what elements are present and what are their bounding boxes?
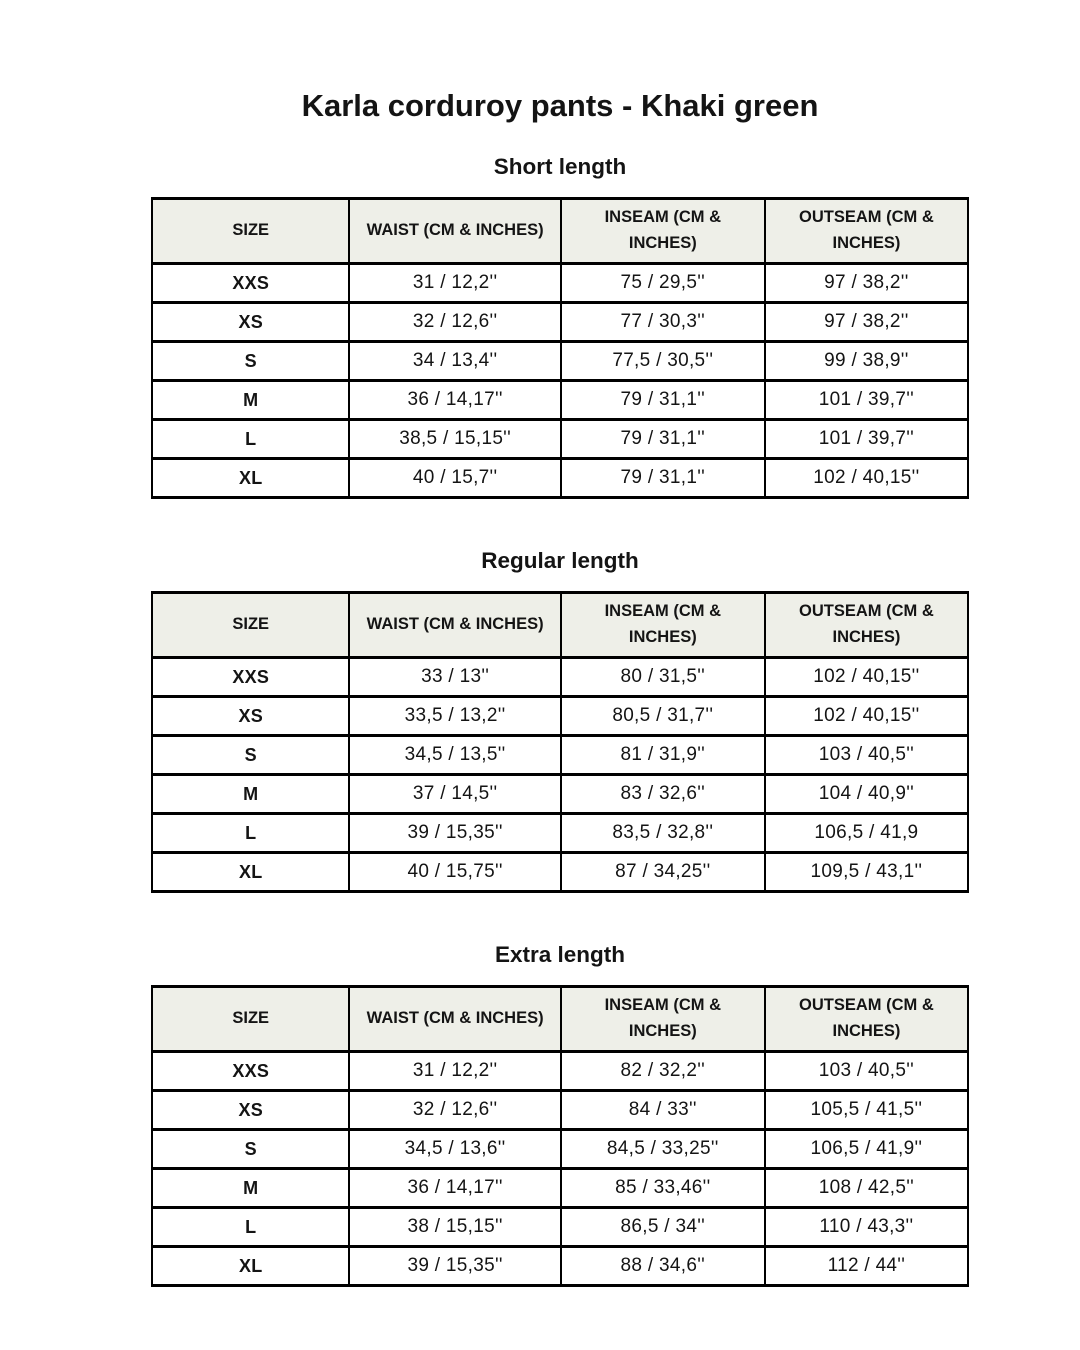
table-row [152,1169,968,1208]
measurement-cell: 109,5 / 43,1'' [765,853,968,892]
measurement-cell: 101 / 39,7'' [765,420,968,459]
measurement-cell: 31 / 12,2'' [349,1052,560,1091]
measurement-cell: 40 / 15,75'' [349,853,560,892]
header-row [152,593,968,658]
measurement-cell: 39 / 15,35'' [349,814,560,853]
measurement-cell: 32 / 12,6'' [349,1091,560,1130]
size-cell: S [152,736,349,775]
size-cell: XXS [152,264,349,303]
measurement-cell: 102 / 40,15'' [765,459,968,498]
column-header-label: INSEAM (CM & INCHES) [604,602,722,646]
measurement-cell: 38 / 15,15'' [349,1208,560,1247]
column-header [349,593,560,658]
size-cell: M [152,775,349,814]
measurement-cell: 86,5 / 34'' [561,1208,765,1247]
measurement-cell: 110 / 43,3'' [765,1208,968,1247]
header-row [152,199,968,264]
measurement-cell: 82 / 32,2'' [561,1052,765,1091]
section-title-short-length: Short length [493,154,627,179]
column-header-label: OUTSEAM (CM & INCHES) [799,208,934,252]
measurement-cell: 99 / 38,9'' [765,342,968,381]
measurement-cell: 77 / 30,3'' [561,303,765,342]
section-short-length [151,154,969,499]
column-header [152,199,349,264]
column-header-label: WAIST (CM & INCHES) [366,615,544,634]
table-row [152,736,968,775]
measurement-cell: 34,5 / 13,6'' [349,1130,560,1169]
measurement-cell: 80,5 / 31,7'' [561,697,765,736]
column-header-label: OUTSEAM (CM & INCHES) [799,602,934,646]
measurement-cell: 81 / 31,9'' [561,736,765,775]
column-header [349,199,560,264]
measurement-cell: 77,5 / 30,5'' [561,342,765,381]
table-row [152,853,968,892]
measurement-cell: 31 / 12,2'' [349,264,560,303]
size-guide-content [151,88,969,1287]
measurement-cell: 32 / 12,6'' [349,303,560,342]
measurement-cell: 36 / 14,17'' [349,381,560,420]
section-title-extra-length: Extra length [494,942,626,967]
column-header [152,593,349,658]
column-header-label: SIZE [232,221,270,240]
size-table-extra-length [151,985,969,1287]
table-row [152,775,968,814]
measurement-cell: 33 / 13'' [349,658,560,697]
column-header-label: OUTSEAM (CM & INCHES) [799,996,934,1040]
measurement-cell: 39 / 15,35'' [349,1247,560,1286]
measurement-cell: 87 / 34,25'' [561,853,765,892]
measurement-cell: 79 / 31,1'' [561,420,765,459]
table-row [152,264,968,303]
measurement-cell: 80 / 31,5'' [561,658,765,697]
measurement-cell: 38,5 / 15,15'' [349,420,560,459]
size-cell: M [152,1169,349,1208]
column-header-label: INSEAM (CM & INCHES) [604,208,722,252]
table-row [152,459,968,498]
column-header-label: SIZE [232,615,270,634]
measurement-cell: 108 / 42,5'' [765,1169,968,1208]
column-header [561,199,765,264]
size-cell: L [152,1208,349,1247]
measurement-cell: 75 / 29,5'' [561,264,765,303]
measurement-cell: 83 / 32,6'' [561,775,765,814]
measurement-cell: 33,5 / 13,2'' [349,697,560,736]
measurement-cell: 79 / 31,1'' [561,459,765,498]
size-cell: XS [152,1091,349,1130]
size-cell: XS [152,303,349,342]
measurement-cell: 102 / 40,15'' [765,697,968,736]
column-header [561,987,765,1052]
measurement-cell: 34 / 13,4'' [349,342,560,381]
size-cell: M [152,381,349,420]
table-row [152,1208,968,1247]
measurement-cell: 97 / 38,2'' [765,264,968,303]
section-regular-length [151,548,969,893]
measurement-cell: 34,5 / 13,5'' [349,736,560,775]
size-cell: XXS [152,1052,349,1091]
table-row [152,342,968,381]
size-cell: S [152,342,349,381]
table-row [152,814,968,853]
section-extra-length [151,942,969,1287]
column-header [561,593,765,658]
measurement-cell: 106,5 / 41,9'' [765,1130,968,1169]
measurement-cell: 36 / 14,17'' [349,1169,560,1208]
column-header [765,593,968,658]
measurement-cell: 37 / 14,5'' [349,775,560,814]
header-row [152,987,968,1052]
table-row [152,1130,968,1169]
size-cell: XS [152,697,349,736]
size-cell: L [152,814,349,853]
measurement-cell: 104 / 40,9'' [765,775,968,814]
column-header [349,987,560,1052]
table-row [152,697,968,736]
table-row [152,1091,968,1130]
size-cell: S [152,1130,349,1169]
column-header [765,199,968,264]
size-table-regular-length [151,591,969,893]
size-cell: XL [152,459,349,498]
page-title: Karla corduroy pants - Khaki green [301,88,819,123]
size-cell: XL [152,853,349,892]
table-row [152,303,968,342]
size-cell: L [152,420,349,459]
column-header-label: SIZE [232,1009,270,1028]
column-header [152,987,349,1052]
section-title-regular-length: Regular length [481,548,639,573]
column-header-label: WAIST (CM & INCHES) [366,1009,544,1028]
column-header-label: INSEAM (CM & INCHES) [604,996,722,1040]
measurement-cell: 85 / 33,46'' [561,1169,765,1208]
table-row [152,420,968,459]
measurement-cell: 40 / 15,7'' [349,459,560,498]
table-row [152,1052,968,1091]
measurement-cell: 106,5 / 41,9 [765,814,968,853]
column-header [765,987,968,1052]
table-row [152,1247,968,1286]
measurement-cell: 105,5 / 41,5'' [765,1091,968,1130]
column-header-label: WAIST (CM & INCHES) [366,221,544,240]
size-table-short-length [151,197,969,499]
measurement-cell: 84,5 / 33,25'' [561,1130,765,1169]
size-cell: XL [152,1247,349,1286]
table-row [152,381,968,420]
measurement-cell: 88 / 34,6'' [561,1247,765,1286]
measurement-cell: 102 / 40,15'' [765,658,968,697]
measurement-cell: 97 / 38,2'' [765,303,968,342]
measurement-cell: 84 / 33'' [561,1091,765,1130]
size-cell: XXS [152,658,349,697]
measurement-cell: 101 / 39,7'' [765,381,968,420]
measurement-cell: 103 / 40,5'' [765,1052,968,1091]
measurement-cell: 103 / 40,5'' [765,736,968,775]
measurement-cell: 79 / 31,1'' [561,381,765,420]
measurement-cell: 83,5 / 32,8'' [561,814,765,853]
measurement-cell: 112 / 44'' [765,1247,968,1286]
table-row [152,658,968,697]
